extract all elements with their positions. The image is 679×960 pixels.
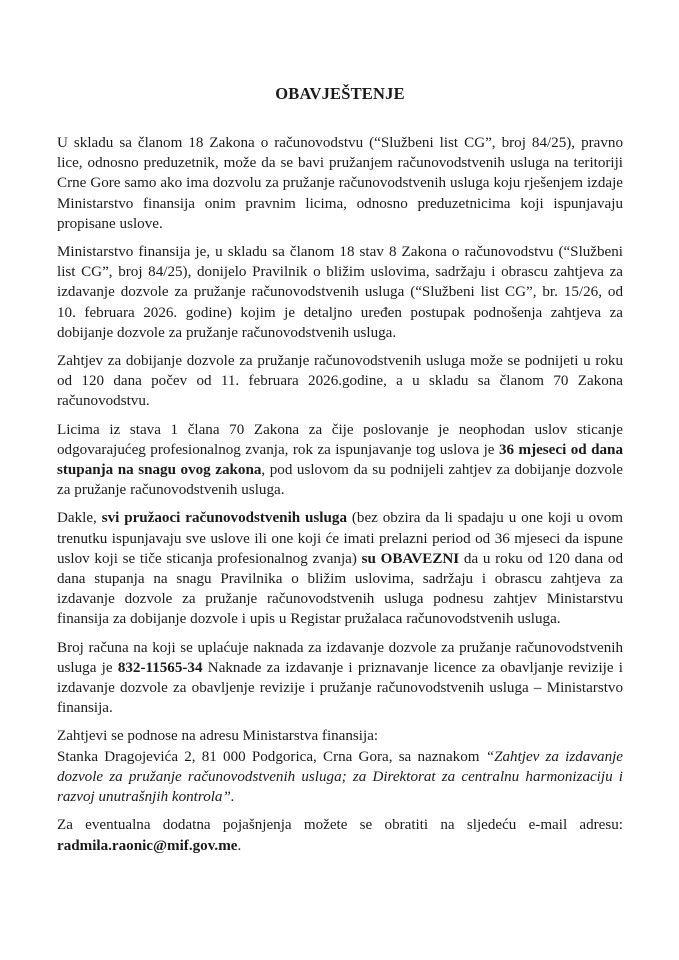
paragraph-kontakt — [57, 815, 623, 855]
paragraph-obaveza-text-2: (bez obzira da li spadaju u one koji u ovom trenutku ispunjavaju sve uslove ili one koji će imati prelazni period od 36 mjeseci da ispune uslov koji se tiče sticanja profesionalnog zvanja) — [57, 510, 623, 567]
contact-email: radmila.raonic@mif.gov.me — [57, 837, 238, 854]
page-title: OBAVJEŠTENJE — [275, 84, 405, 103]
document-body — [57, 0, 623, 864]
paragraph-rok-podnosenja-text: Zahtjev za dobijanje dozvole za pružanje računovodstvenih usluga može se podnijeti u roku od 120 dana počev od 11. februara 2026.godine, a u skladu sa članom 70 Zakona računovodstvu. — [57, 353, 623, 410]
paragraph-intro-text: U skladu sa članom 18 Zakona o računovodstvu (“Službeni list CG”, broj 84/25), pravno lice, odnosno preduzetnik, može da se bavi pružanjem računovodstvenih usluga na teritoriji Crne Gore samo ako ima dozvolu za pružanje računovodstvenih usluga koju rješenjem izdaje Ministarstvo finansija onim pravnim licima, odnosno preduzetnicima koji ispunjavaju propisane uslove. — [57, 135, 623, 232]
adresa-intro: Zahtjevi se podnose na adresu Ministarstva finansija: — [57, 728, 379, 745]
paragraph-pravilnik-text: Ministarstvo finansija je, u skladu sa članom 18 stav 8 Zakona o računovodstvu (“Službeni list CG”, broj 84/25), donijelo Pravilnik o bližim uslovima, sadržaju i obrascu zahtjeva za izdavanje dozvole za pružanje računovodstvenih usluga (“Službeni list CG”, br. 15/26, od 10. februara 2026. godine) kojim je detaljno uređen postupak podnošenja zahtjeva za dobijanje dozvole za pružanje računovodstvenih usluga. — [57, 244, 623, 341]
adresa-detalji — [57, 747, 623, 808]
paragraph-broj-racuna-text-2: Naknade za izdavanje i priznavanje licence za obavljanje revizije i izdavanje dozvole za obavljenje revizije i pružanje računovodstvenih usluga – Ministarstvo finansija. — [57, 659, 623, 717]
paragraph-obaveza-text-1: Dakle, — [57, 510, 102, 527]
highlight-36-mjeseci: 36 mjeseci od dana stupanja na snagu ovog zakona — [57, 441, 623, 479]
paragraph-obaveza-text-3: da u roku od 120 dana od dana stupanja na snagu Pravilnika o bližim uslovima, sadržaju i obrascu zahtjeva za izdavanje dozvole za pružanje računovodstvenih usluga podnesu zahtjev Ministarstvu finansija za dobijanje dozvole i upis u Registar pružalaca računovodstvenih usluga. — [57, 550, 623, 628]
paragraph-kontakt-text-1: Za eventualna dodatna pojašnjenja možete se obratiti na sljedeću e-mail adresu: — [57, 817, 623, 834]
paragraph-profesionalno-zvanje-text-2: , pod uslovom da su podnijeli zahtjev za dobijanje dozvole za pružanje računovodstvenih usluga. — [57, 462, 623, 499]
adresa-naznaka-quote: “Zahtjev za izdavanje dozvole za pružanje računovodstvenih usluga; za Direktorat za centralnu harmonizaciju i razvoj unutrašnjih kontrola”. — [57, 748, 624, 806]
paragraph-intro — [57, 133, 623, 234]
paragraph-obaveza-pruzalaca — [57, 508, 623, 629]
paragraph-rok-podnosenja — [57, 351, 623, 412]
paragraph-profesionalno-zvanje-text-1: Licima iz stava 1 člana 70 Zakona za čije poslovanje je neophodan uslov sticanje odgovarajućeg profesionalnog zvanja, rok za ispunjavanje tog uslova je — [57, 421, 623, 458]
paragraph-kontakt-text-2: . — [237, 837, 242, 854]
highlight-svi-pruzaoci: svi pružaoci računovodstvenih usluga — [101, 510, 347, 527]
paragraph-profesionalno-zvanje — [57, 420, 623, 501]
account-number: 832-11565-34 — [117, 659, 203, 676]
paragraph-adresa — [57, 726, 623, 807]
paragraph-broj-racuna — [57, 638, 623, 719]
adresa-text: Stanka Dragojevića 2, 81 000 Podgorica, Crna Gora, sa naznakom — [57, 748, 486, 765]
highlight-su-obavezni: su OBAVEZNI — [361, 550, 460, 567]
paragraph-pravilnik — [57, 242, 623, 343]
paragraph-broj-racuna-text-1: Broj računa na koji se uplaćuje naknada za izdavanje dozvole za pružanje računovodstvenih usluga je — [57, 639, 623, 676]
